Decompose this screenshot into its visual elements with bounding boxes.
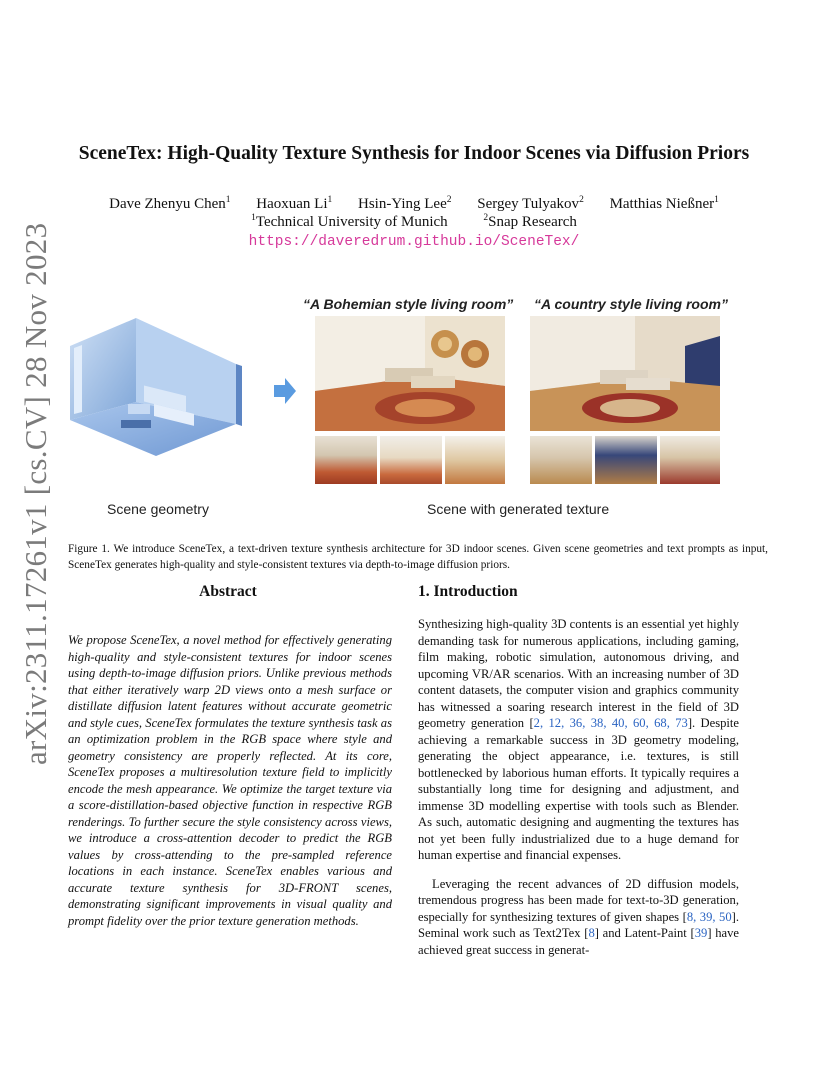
introduction-body: [418, 616, 739, 970]
intro-paragraph: [418, 876, 739, 959]
author-name: Sergey Tulyakov: [477, 196, 580, 212]
citation-link[interactable]: 2, 12, 36, 38, 40, 60, 68, 73: [533, 716, 688, 730]
citation-link[interactable]: 8, 39, 50: [686, 909, 732, 924]
text-span: ]. Despite achieving a remarkable success in 3D geometry modeling, generating the object appearance, i.e. textures, is still bottlenecked by laborious human efforts. It typically requires a substantially long time for designing and adjustment, and immense 3D modelling expertise with tools such as Blender. As such, automatic designing and augmenting the textures has not yet been fully industrialized due to a huge demand for human expertise and financial expenses.: [418, 716, 740, 862]
bohemian-crop-1: [315, 436, 377, 484]
citation-link[interactable]: 39: [694, 926, 708, 940]
author: [358, 196, 451, 212]
country-crop-3: [660, 436, 720, 484]
introduction-heading: 1. Introduction: [418, 583, 518, 600]
author-list: [0, 196, 828, 213]
author: [256, 196, 332, 212]
country-room-render: [530, 316, 720, 431]
text-span: ] have achieved great success in generat-: [418, 926, 739, 957]
intro-paragraph: [418, 616, 739, 864]
author-name: Haoxuan Li: [256, 196, 328, 212]
citation-link[interactable]: 8: [588, 926, 595, 940]
prompt-bohemian: “A Bohemian style living room”: [303, 296, 514, 312]
bohemian-room-image: [315, 316, 505, 431]
arxiv-stamp: arXiv:2311.17261v1 [cs.CV] 28 Nov 2023: [18, 222, 53, 765]
affiliation: [251, 214, 448, 230]
author-affil-mark: 1: [225, 195, 231, 205]
label-scene-geometry: Scene geometry: [107, 501, 209, 517]
project-url-link[interactable]: https://daveredrum.github.io/SceneTex/: [248, 234, 580, 250]
author-name: Dave Zhenyu Chen: [109, 196, 226, 212]
affil-name: Snap Research: [488, 214, 577, 230]
author: [477, 196, 584, 212]
author-name: Matthias Nießner: [609, 196, 715, 212]
affiliation: [483, 214, 576, 230]
author-affil-mark: 2: [446, 195, 452, 205]
abstract-body: We propose SceneTex, a novel method for effectively generating high-quality and style-consistent textures for indoor scenes using depth-to-image diffusion priors. Unlike previous methods that either iteratively warp 2D views onto a mesh surface or distillate diffusion latent features without accurate geometric and style cues, SceneTex formulates the texture synthesis task as an optimization problem in the RGB space where style and geometry consistency are properly reflected. At its core, SceneTex proposes a multiresolution texture field to implicitly encode the mesh appearance. We optimize the target texture via a score-distillation-based objective function in respective RGB renderings. To further secure the style consistency across views, we introduce a cross-attention decoder to predict the RGB values by cross-attending to the pre-sampled reference locations in each instance. SceneTex enables various and accurate texture synthesis for 3D-FRONT scenes, demonstrating significant improvements in visual quality and prompt fidelity over the prior texture generation methods.: [68, 633, 392, 928]
affil-name: Technical University of Munich: [255, 214, 448, 230]
arrow-right-icon: [272, 376, 298, 406]
text-span: ]. Seminal work such as Text2Tex [: [418, 909, 739, 940]
figure-caption: Figure 1. We introduce SceneTex, a text-driven texture synthesis architecture for 3D indoor scenes. Given scene geometries and text prompts as input, SceneTex generates high-quality and style-consistent textures via depth-to-image diffusion priors.: [68, 543, 768, 571]
author: [610, 196, 719, 212]
scene-geometry-image: [66, 312, 256, 462]
affil-mark: 1: [251, 213, 256, 223]
text-span: Leveraging the recent advances of 2D diffusion models, tremendous progress has been made for text-to-3D generation, especially for synthesizing textures of given shapes [: [418, 876, 739, 924]
author: [109, 196, 230, 212]
abstract-heading: Abstract: [199, 583, 257, 600]
prompt-country: “A country style living room”: [534, 296, 728, 312]
country-crop-2: [595, 436, 657, 484]
author-name: Hsin-Ying Lee: [358, 196, 447, 212]
bohemian-crop-2: [380, 436, 442, 484]
author-affil-mark: 1: [714, 195, 719, 205]
teaser-figure: [60, 290, 770, 520]
author-affil-mark: 2: [579, 195, 584, 205]
bohemian-room-render: [315, 316, 505, 431]
bohemian-crop-3: [445, 436, 505, 484]
text-span: Synthesizing high-quality 3D contents is an essential yet highly demanding task for numerous applications, including gaming, film making, robotic simulation, autonomous driving, and upcoming VR/AR scenarios. With an increasing number of 3D content datasets, the computer vision and graphics community has witnessed a soaring research interest in the field of 3D geometry generation [: [418, 617, 739, 730]
paper-title: SceneTex: High-Quality Texture Synthesis for Indoor Scenes via Diffusion Priors: [78, 143, 750, 164]
label-generated-texture: Scene with generated texture: [427, 501, 610, 517]
author-affil-mark: 1: [327, 195, 333, 205]
country-crop-1: [530, 436, 592, 484]
country-room-image: [530, 316, 720, 431]
text-span: ] and Latent-Paint [: [594, 926, 695, 940]
affiliation-list: [0, 214, 828, 231]
affil-mark: 2: [483, 213, 489, 223]
